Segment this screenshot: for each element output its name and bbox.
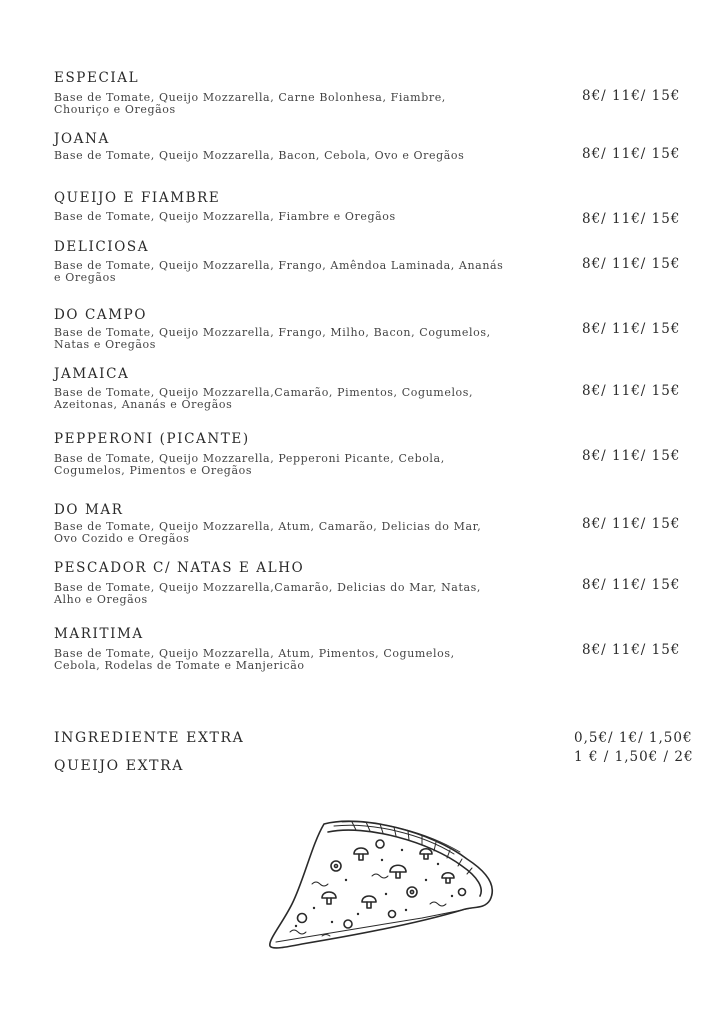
item-price: 8€/ 11€/ 15€ <box>582 211 681 227</box>
item-name: DELICIOSA <box>54 239 150 255</box>
item-name: QUEIJO E FIAMBRE <box>54 190 221 206</box>
item-price: 8€/ 11€/ 15€ <box>582 383 681 399</box>
item-description: Base de Tomate, Queijo Mozzarella, Atum, Camarão, Delicias do Mar, Ovo Cozido e Oregãos <box>54 520 482 545</box>
pizza-slice-icon <box>262 814 502 954</box>
item-price: 8€/ 11€/ 15€ <box>582 256 681 272</box>
item-price: 8€/ 11€/ 15€ <box>582 448 681 464</box>
item-name: DO CAMPO <box>54 307 148 323</box>
item-price: 8€/ 11€/ 15€ <box>582 88 681 104</box>
item-price: 8€/ 11€/ 15€ <box>582 642 681 658</box>
item-description: Base de Tomate, Queijo Mozzarella, Frango, Amêndoa Laminada, Ananás e Oregãos <box>54 259 504 284</box>
item-description: Base de Tomate, Queijo Mozzarella, Fiambre e Oregãos <box>54 210 396 223</box>
item-price: 8€/ 11€/ 15€ <box>582 516 681 532</box>
extra-price: 1 € / 1,50€ / 2€ <box>574 749 694 765</box>
item-price: 8€/ 11€/ 15€ <box>582 321 681 337</box>
item-description: Base de Tomate, Queijo Mozzarella, Carne Bolonhesa, Fiambre, Chouriço e Oregãos <box>54 91 446 116</box>
item-name: JOANA <box>54 131 110 147</box>
item-description: Base de Tomate, Queijo Mozzarella, Frango, Milho, Bacon, Cogumelos, Natas e Oregãos <box>54 326 491 351</box>
extra-price: 0,5€/ 1€/ 1,50€ <box>574 730 693 746</box>
item-name: PEPPERONI (PICANTE) <box>54 431 250 447</box>
item-price: 8€/ 11€/ 15€ <box>582 146 681 162</box>
item-description: Base de Tomate, Queijo Mozzarella, Pepperoni Picante, Cebola, Cogumelos, Pimentos e Oregãos <box>54 452 445 477</box>
extra-name: INGREDIENTE EXTRA <box>54 730 245 746</box>
item-description: Base de Tomate, Queijo Mozzarella, Atum, Pimentos, Cogumelos, Cebola, Rodelas de Tomate e Manjericão <box>54 647 455 672</box>
item-name: DO MAR <box>54 502 124 518</box>
item-name: PESCADOR C/ NATAS E ALHO <box>54 560 305 576</box>
item-description: Base de Tomate, Queijo Mozzarella, Bacon, Cebola, Ovo e Oregãos <box>54 149 465 162</box>
item-price: 8€/ 11€/ 15€ <box>582 577 681 593</box>
extra-name: QUEIJO EXTRA <box>54 758 184 774</box>
item-name: ESPECIAL <box>54 70 140 86</box>
item-name: MARITIMA <box>54 626 144 642</box>
item-description: Base de Tomate, Queijo Mozzarella,Camarão, Delicias do Mar, Natas, Alho e Oregãos <box>54 581 481 606</box>
item-description: Base de Tomate, Queijo Mozzarella,Camarão, Pimentos, Cogumelos, Azeitonas, Ananás e Oregãos <box>54 386 474 411</box>
item-name: JAMAICA <box>54 366 130 382</box>
